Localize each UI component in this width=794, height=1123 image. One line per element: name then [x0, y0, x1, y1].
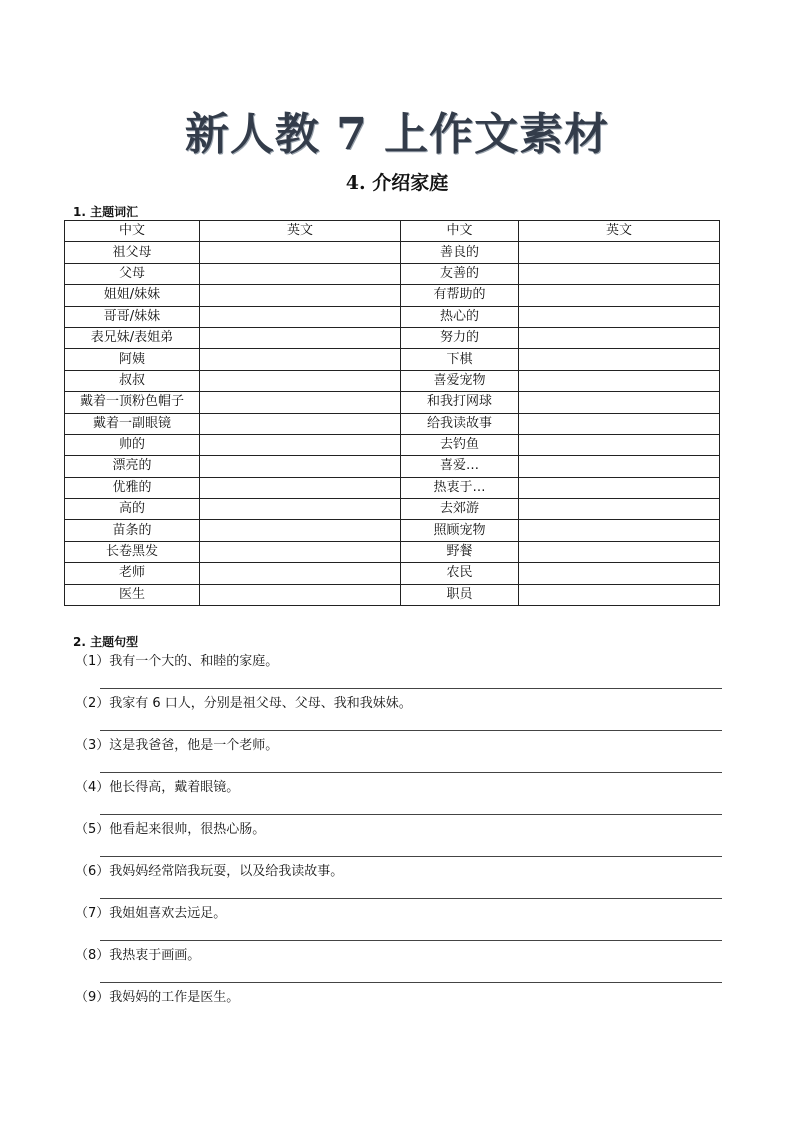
- sentence-text: （6）我妈妈经常陪我玩耍，以及给我读故事。: [75, 864, 344, 879]
- sentence-text: （5）他看起来很帅，很热心肠。: [75, 822, 266, 837]
- sentence-item: [75, 904, 725, 946]
- chinese-term-cell: 有帮助的: [401, 285, 519, 306]
- answer-line[interactable]: [100, 940, 722, 941]
- english-answer-cell[interactable]: [200, 285, 401, 306]
- chinese-term-cell: 老师: [65, 563, 200, 584]
- english-answer-cell[interactable]: [519, 306, 720, 327]
- header-chinese: 中文: [65, 221, 200, 242]
- english-answer-cell[interactable]: [200, 584, 401, 605]
- table-row: [65, 434, 720, 455]
- chinese-term-cell: 喜爱…: [401, 456, 519, 477]
- english-answer-cell[interactable]: [519, 456, 720, 477]
- english-answer-cell[interactable]: [200, 242, 401, 263]
- table-row: [65, 477, 720, 498]
- chinese-term-cell: 戴着一顶粉色帽子: [65, 392, 200, 413]
- section-heading-vocabulary: 1. 主题词汇: [73, 205, 139, 219]
- english-answer-cell[interactable]: [519, 242, 720, 263]
- sentence-text: （8）我热衷于画画。: [75, 948, 201, 963]
- page-subtitle: 4. 介绍家庭: [345, 172, 449, 194]
- chinese-term-cell: 去郊游: [401, 499, 519, 520]
- english-answer-cell[interactable]: [200, 306, 401, 327]
- chinese-term-cell: 农民: [401, 563, 519, 584]
- answer-line[interactable]: [100, 898, 722, 899]
- section-heading-sentences: 2. 主题句型: [73, 635, 139, 649]
- sentence-text: （4）他长得高，戴着眼镜。: [75, 780, 240, 795]
- chinese-term-cell: 父母: [65, 263, 200, 284]
- sentence-item: [75, 946, 725, 988]
- chinese-term-cell: 长卷黑发: [65, 541, 200, 562]
- table-header-row: [65, 221, 720, 242]
- table-row: [65, 327, 720, 348]
- chinese-term-cell: 努力的: [401, 327, 519, 348]
- english-answer-cell[interactable]: [200, 392, 401, 413]
- table-row: [65, 285, 720, 306]
- english-answer-cell[interactable]: [200, 520, 401, 541]
- chinese-term-cell: 野餐: [401, 541, 519, 562]
- english-answer-cell[interactable]: [200, 327, 401, 348]
- table-row: [65, 349, 720, 370]
- chinese-term-cell: 医生: [65, 584, 200, 605]
- chinese-term-cell: 和我打网球: [401, 392, 519, 413]
- answer-line[interactable]: [100, 688, 722, 689]
- english-answer-cell[interactable]: [519, 413, 720, 434]
- sentence-item: [75, 820, 725, 862]
- answer-line[interactable]: [100, 856, 722, 857]
- table-row: [65, 541, 720, 562]
- chinese-term-cell: 阿姨: [65, 349, 200, 370]
- chinese-term-cell: 友善的: [401, 263, 519, 284]
- answer-line[interactable]: [100, 730, 722, 731]
- table-row: [65, 242, 720, 263]
- table-row: [65, 499, 720, 520]
- answer-line[interactable]: [100, 814, 722, 815]
- english-answer-cell[interactable]: [200, 413, 401, 434]
- table-row: [65, 392, 720, 413]
- chinese-term-cell: 苗条的: [65, 520, 200, 541]
- english-answer-cell[interactable]: [519, 584, 720, 605]
- sentence-item: [75, 652, 725, 694]
- english-answer-cell[interactable]: [519, 370, 720, 391]
- table-row: [65, 263, 720, 284]
- chinese-term-cell: 给我读故事: [401, 413, 519, 434]
- sentence-list: [75, 652, 725, 1030]
- english-answer-cell[interactable]: [200, 456, 401, 477]
- vocabulary-table: [64, 220, 720, 606]
- chinese-term-cell: 优雅的: [65, 477, 200, 498]
- english-answer-cell[interactable]: [519, 349, 720, 370]
- chinese-term-cell: 哥哥/妹妹: [65, 306, 200, 327]
- chinese-term-cell: 喜爱宠物: [401, 370, 519, 391]
- english-answer-cell[interactable]: [200, 434, 401, 455]
- table-row: [65, 370, 720, 391]
- answer-line[interactable]: [100, 772, 722, 773]
- table-row: [65, 306, 720, 327]
- english-answer-cell[interactable]: [519, 477, 720, 498]
- answer-line[interactable]: [100, 982, 722, 983]
- sentence-item: [75, 694, 725, 736]
- chinese-term-cell: 下棋: [401, 349, 519, 370]
- chinese-term-cell: 职员: [401, 584, 519, 605]
- english-answer-cell[interactable]: [519, 434, 720, 455]
- chinese-term-cell: 热衷于…: [401, 477, 519, 498]
- english-answer-cell[interactable]: [200, 563, 401, 584]
- sentence-text: （2）我家有 6 口人，分别是祖父母、父母、我和我妹妹。: [75, 696, 412, 711]
- sentence-item: [75, 988, 725, 1030]
- table-row: [65, 584, 720, 605]
- english-answer-cell[interactable]: [200, 370, 401, 391]
- chinese-term-cell: 漂亮的: [65, 456, 200, 477]
- sentence-text: （9）我妈妈的工作是医生。: [75, 990, 240, 1005]
- english-answer-cell[interactable]: [200, 349, 401, 370]
- chinese-term-cell: 热心的: [401, 306, 519, 327]
- page-title: 新人教 7 上作文素材: [184, 109, 610, 160]
- english-answer-cell[interactable]: [519, 327, 720, 348]
- header-english: 英文: [200, 221, 401, 242]
- english-answer-cell[interactable]: [200, 541, 401, 562]
- sentence-item: [75, 736, 725, 778]
- chinese-term-cell: 叔叔: [65, 370, 200, 391]
- chinese-term-cell: 去钓鱼: [401, 434, 519, 455]
- chinese-term-cell: 高的: [65, 499, 200, 520]
- chinese-term-cell: 姐姐/妹妹: [65, 285, 200, 306]
- table-row: [65, 456, 720, 477]
- english-answer-cell[interactable]: [200, 477, 401, 498]
- chinese-term-cell: 善良的: [401, 242, 519, 263]
- sentence-text: （7）我姐姐喜欢去远足。: [75, 906, 227, 921]
- english-answer-cell[interactable]: [200, 263, 401, 284]
- header-chinese: 中文: [401, 221, 519, 242]
- chinese-term-cell: 戴着一副眼镜: [65, 413, 200, 434]
- english-answer-cell[interactable]: [519, 285, 720, 306]
- english-answer-cell[interactable]: [200, 499, 401, 520]
- english-answer-cell[interactable]: [519, 263, 720, 284]
- table-row: [65, 563, 720, 584]
- english-answer-cell[interactable]: [519, 563, 720, 584]
- sentence-text: （1）我有一个大的、和睦的家庭。: [75, 654, 279, 669]
- english-answer-cell[interactable]: [519, 541, 720, 562]
- table-row: [65, 413, 720, 434]
- vocabulary-table-body: [65, 242, 720, 606]
- sentence-text: （3）这是我爸爸，他是一个老师。: [75, 738, 279, 753]
- header-english: 英文: [519, 221, 720, 242]
- chinese-term-cell: 表兄妹/表姐弟: [65, 327, 200, 348]
- english-answer-cell[interactable]: [519, 520, 720, 541]
- sentence-item: [75, 862, 725, 904]
- sentence-item: [75, 778, 725, 820]
- english-answer-cell[interactable]: [519, 392, 720, 413]
- english-answer-cell[interactable]: [519, 499, 720, 520]
- chinese-term-cell: 照顾宠物: [401, 520, 519, 541]
- table-row: [65, 520, 720, 541]
- chinese-term-cell: 祖父母: [65, 242, 200, 263]
- chinese-term-cell: 帅的: [65, 434, 200, 455]
